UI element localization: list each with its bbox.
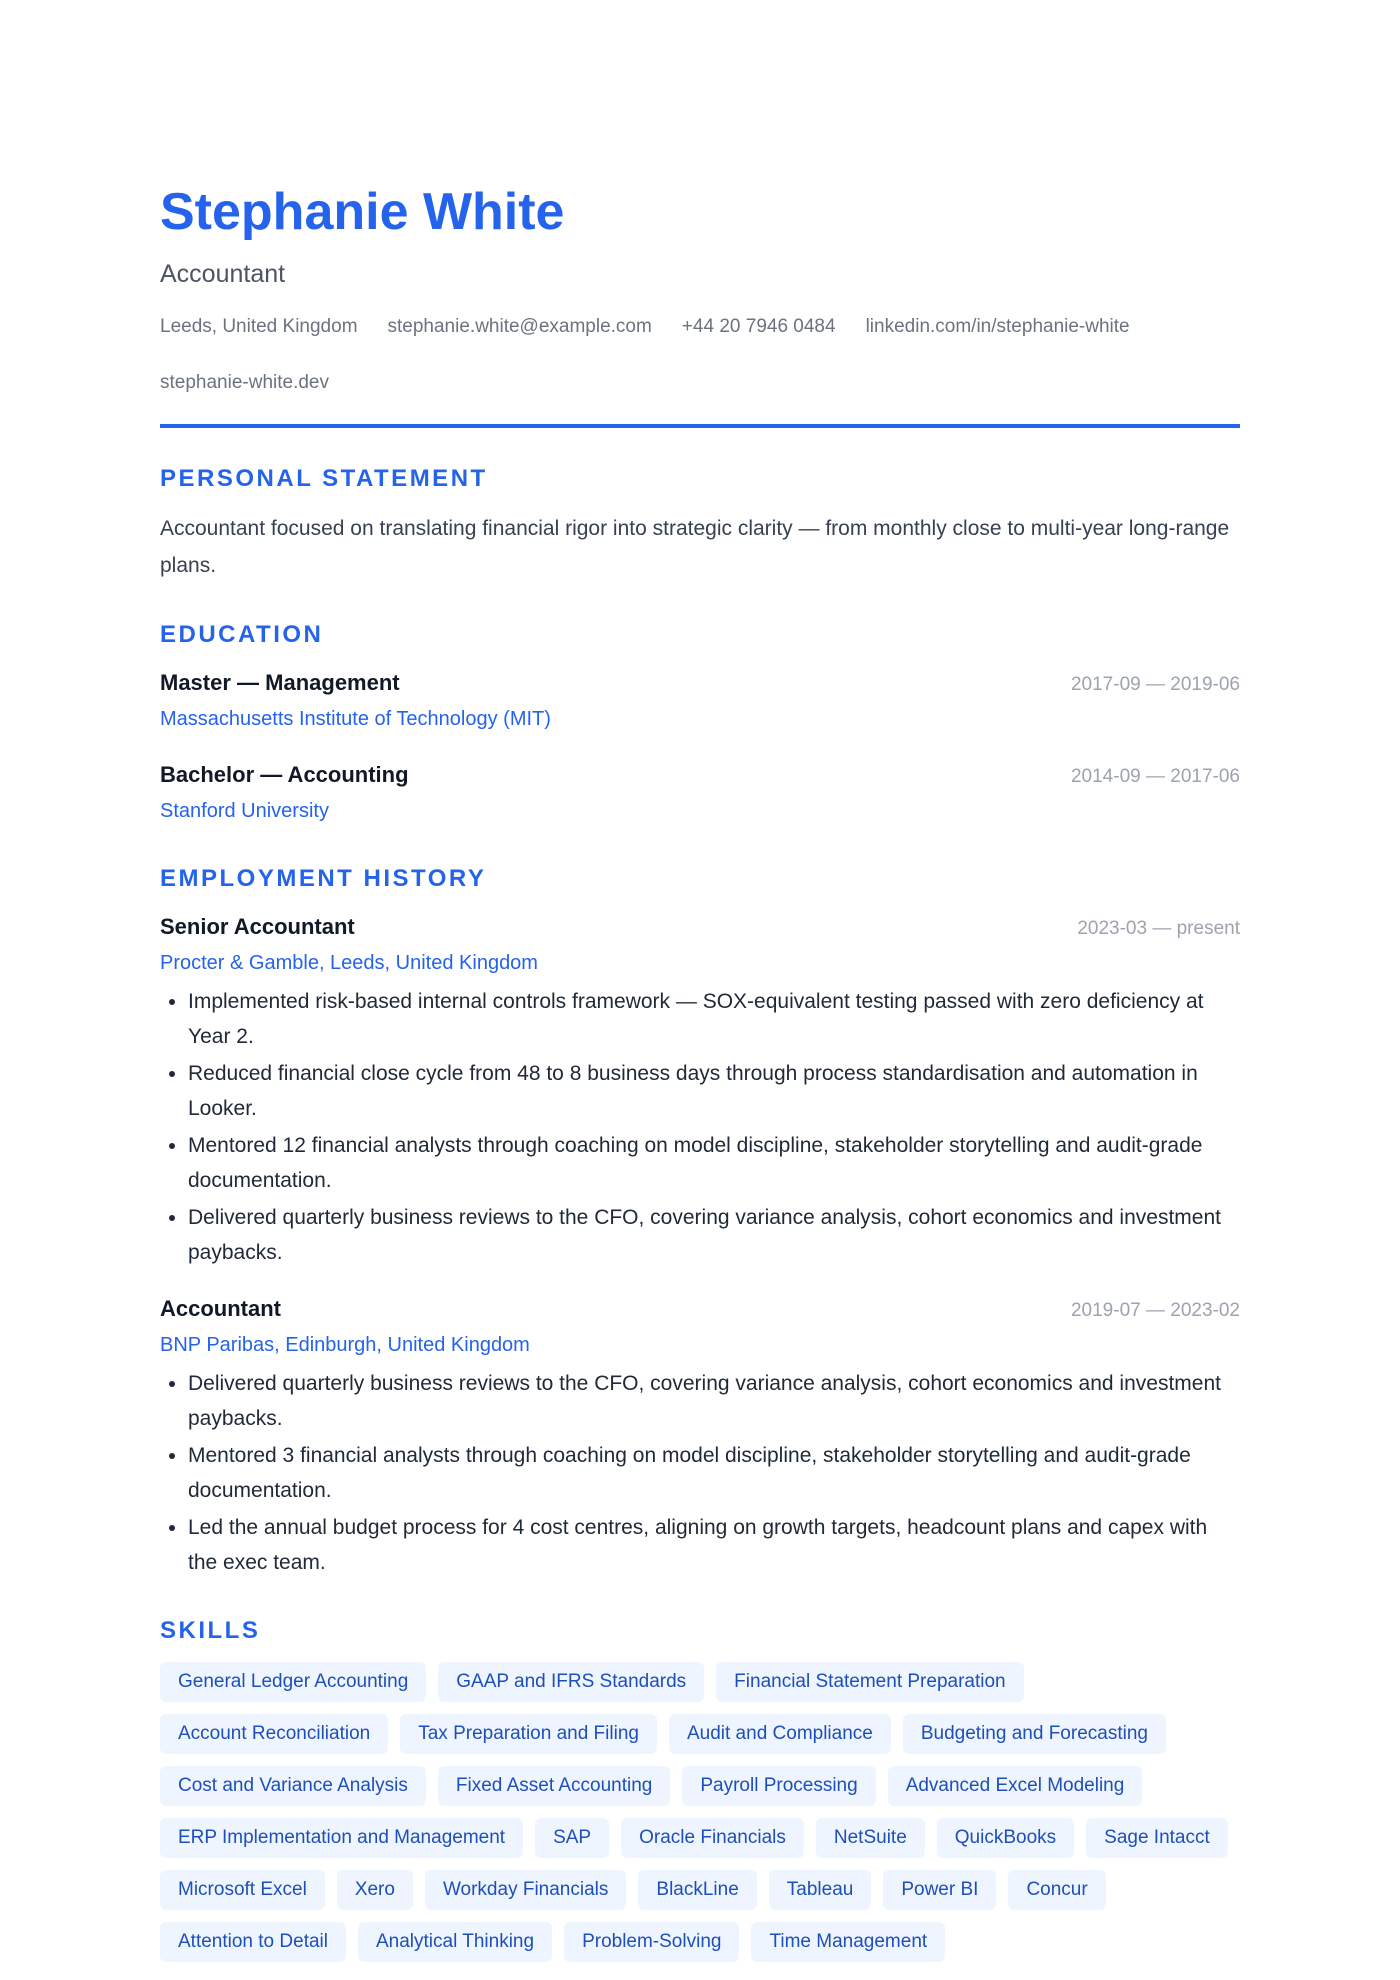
job-title: Senior Accountant <box>160 914 355 939</box>
education-entry <box>160 666 1240 736</box>
job-company: Procter & Gamble, Leeds, United Kingdom <box>160 952 538 974</box>
header-divider <box>160 424 1240 428</box>
job-dates: 2019-07 — 2023-02 <box>1070 1300 1240 1321</box>
skill-chip: Account Reconciliation <box>160 1714 388 1754</box>
job-bullet: • Implemented risk-based internal controls framework — SOX-equivalent testing passed with zero deficiency at Year 2. <box>188 984 1240 1054</box>
contact-email[interactable]: stephanie.white@example.com <box>387 316 652 337</box>
skill-chip: Time Management <box>751 1922 945 1962</box>
employment-entry <box>160 1292 1240 1580</box>
skill-chip: Tax Preparation and Filing <box>400 1714 657 1754</box>
education-dates: 2017-09 — 2019-06 <box>1070 674 1240 695</box>
section-title-skills: SKILLS <box>160 1617 261 1644</box>
skill-chip: Fixed Asset Accounting <box>438 1766 670 1806</box>
section-title-personal-statement: PERSONAL STATEMENT <box>160 465 488 492</box>
skill-chip: Cost and Variance Analysis <box>160 1766 426 1806</box>
candidate-role: Accountant <box>160 260 286 288</box>
job-bullet: • Delivered quarterly business reviews to the CFO, covering variance analysis, cohort economics and investment paybacks. <box>188 1366 1240 1436</box>
section-title-education: EDUCATION <box>160 621 324 648</box>
skill-chip: Workday Financials <box>425 1870 626 1910</box>
skill-chip: Microsoft Excel <box>160 1870 325 1910</box>
job-bullet: • Reduced financial close cycle from 48 to 8 business days through process standardisation and automation in Looker. <box>188 1056 1240 1126</box>
contact-linkedin[interactable]: linkedin.com/in/stephanie-white <box>865 316 1130 337</box>
skill-chip: Financial Statement Preparation <box>716 1662 1023 1702</box>
skill-chip: Oracle Financials <box>621 1818 804 1858</box>
skill-chip: Attention to Detail <box>160 1922 346 1962</box>
skills-list <box>160 1662 1240 1962</box>
contact-line <box>160 312 1240 398</box>
candidate-name: Stephanie White <box>160 183 565 241</box>
employment-entry <box>160 910 1240 1270</box>
skill-chip: NetSuite <box>816 1818 925 1858</box>
education-entry <box>160 758 1240 828</box>
skill-chip: Tableau <box>769 1870 872 1910</box>
job-bullet: • Mentored 3 financial analysts through coaching on model discipline, stakeholder storytelling and audit-grade documentation. <box>188 1438 1240 1508</box>
job-bullet: • Mentored 12 financial analysts through coaching on model discipline, stakeholder storytelling and audit-grade documentation. <box>188 1128 1240 1198</box>
job-company: BNP Paribas, Edinburgh, United Kingdom <box>160 1334 530 1356</box>
education-degree: Master — Management <box>160 670 400 695</box>
skill-chip: ERP Implementation and Management <box>160 1818 523 1858</box>
skill-chip: Analytical Thinking <box>358 1922 552 1962</box>
skill-chip: Sage Intacct <box>1086 1818 1228 1858</box>
job-bullets <box>160 984 1240 1270</box>
education-school: Massachusetts Institute of Technology (MIT) <box>160 708 551 730</box>
skill-chip: Advanced Excel Modeling <box>888 1766 1143 1806</box>
job-bullet: • Led the annual budget process for 4 cost centres, aligning on growth targets, headcount plans and capex with the exec team. <box>188 1510 1240 1580</box>
skill-chip: BlackLine <box>638 1870 756 1910</box>
skill-chip: Power BI <box>883 1870 996 1910</box>
skill-chip: Problem-Solving <box>564 1922 739 1962</box>
job-bullets <box>160 1366 1240 1580</box>
skill-chip: Concur <box>1008 1870 1105 1910</box>
skill-chip: Xero <box>337 1870 413 1910</box>
skill-chip: Payroll Processing <box>682 1766 875 1806</box>
contact-phone[interactable]: +44 20 7946 0484 <box>681 316 836 337</box>
section-title-employment: EMPLOYMENT HISTORY <box>160 865 487 892</box>
contact-website[interactable]: stephanie-white.dev <box>160 372 329 393</box>
skill-chip: General Ledger Accounting <box>160 1662 426 1702</box>
skill-chip: GAAP and IFRS Standards <box>438 1662 704 1702</box>
education-degree: Bachelor — Accounting <box>160 762 409 787</box>
job-dates: 2023-03 — present <box>1077 918 1240 939</box>
education-school: Stanford University <box>160 800 329 822</box>
job-title: Accountant <box>160 1296 281 1321</box>
skill-chip: QuickBooks <box>937 1818 1074 1858</box>
resume-content <box>160 180 1240 1962</box>
personal-statement-text: Accountant focused on translating financial rigor into strategic clarity — from monthly close to multi-year long-range plans. <box>160 517 1230 577</box>
skill-chip: SAP <box>535 1818 609 1858</box>
contact-location: Leeds, United Kingdom <box>160 316 358 337</box>
skill-chip: Audit and Compliance <box>669 1714 891 1754</box>
skill-chip: Budgeting and Forecasting <box>903 1714 1166 1754</box>
education-dates: 2014-09 — 2017-06 <box>1070 766 1240 787</box>
job-bullet: • Delivered quarterly business reviews to the CFO, covering variance analysis, cohort economics and investment paybacks. <box>188 1200 1240 1270</box>
